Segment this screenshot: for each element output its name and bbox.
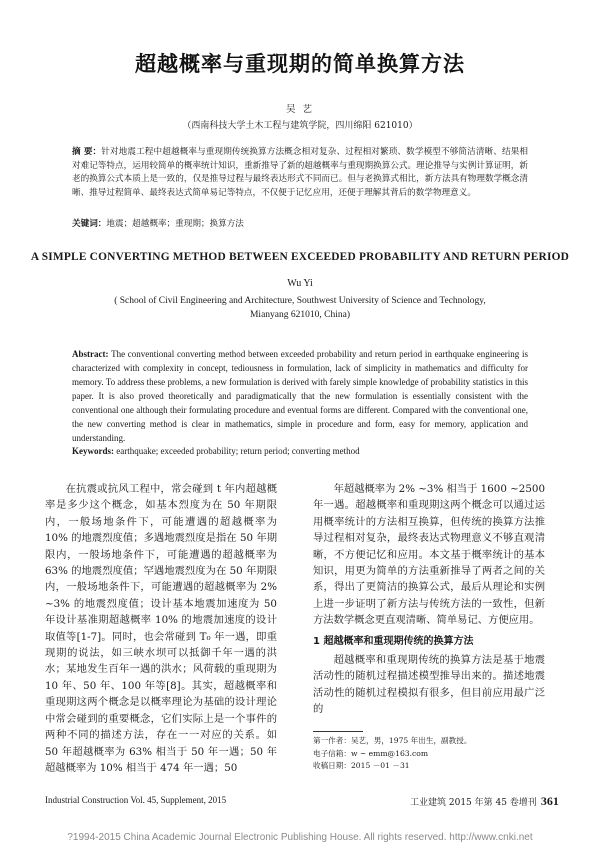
footnote-email: 电子信箱：w ~ emm@163.com [313,748,429,758]
body-left-column [45,481,277,776]
body-right-column [313,481,545,718]
abstract-label: 摘 要： [72,147,102,157]
chinese-keywords [72,218,528,232]
journal-footer: Industrial Construction Vol. 45, Supplement, 2015 [45,795,227,805]
english-affiliation-line2: Mianyang 621010, China) [249,310,350,320]
intro-paragraph-continued: 年超越概率为 2% ~3% 相当于 1600 ~2500 年一遇。超越概率和重现期这两个概念可以通过运用概率统计的方法相互换算，但传统的换算方法推导过程相对复杂，最终表达式物理意义不够直观清晰，不方便记忆和应用。本文基于概率统计的基本知识，用更为简单的方法重新推导了两者之间的关系，得出了更简洁的换算公式，最后从理论和实例上进一步证明了新方法与传统方法的一致性，但新方法数学概念更直观清晰、简单易记、方便应用。 [313,483,545,627]
chinese-abstract [72,146,528,200]
english-abstract-label: Abstract: [72,349,109,359]
section1-paragraph: 超越概率和重现期传统的换算方法是基于地震活动性的随机过程描述模型推导出来的。描述地震活动性的随机过程模拟有很多，但目前应用最广泛的 [313,654,545,716]
english-keywords [72,445,528,459]
english-author: Wu Yi [287,278,313,289]
keywords-text: 地震；超越概率；重现期；换算方法 [106,219,244,229]
author-name: 吴 艺 [285,104,315,115]
english-keywords-text: earthquake; exceeded probability; return period; converting method [114,446,360,456]
english-keywords-label: Keywords: [72,446,114,456]
footnote-divider [313,731,363,732]
author-affiliation: （西南科技大学土木工程与建筑学院，四川绵阳 621010） [182,121,418,131]
english-abstract-text: The conventional converting method between exceeded probability and return period in earthquake engineering is characterized with complexity in concept, tediousness in formulation, lack of simplicity in mathematics and difficulty for memory. To address these problems, a new formulation is derived with farely simple knowledge of probability statistics in this paper. It is also proved theoretically and paradigmatically that the new formulation is essentially consistent with the conventional one although their formulating procedure and eventual forms are different. Compared with the conventional one, the new converting method is clear in mathematics, simple in procedure and form, easy for memory, application and understanding. [72,349,528,443]
copyright-watermark: ?1994-2015 China Academic Journal Electronic Publishing House. All rights reserved. http://www.cnki.net [67,832,533,843]
english-abstract [72,347,528,445]
paper-title: 超越概率与重现期的简单换算方法 [135,51,465,76]
keywords-label: 关键词： [72,219,107,229]
footnotes [313,735,545,773]
abstract-text: 针对地震工程中超越概率与重现期传统换算方法概念相对复杂、过程相对繁琐、数学模型不够简洁清晰、结果相对难记等特点，运用较简单的概率统计知识，重新推导了新的超越概率与重现期换算公式。理论推导与实例计算证明，新老的换算公式本质上是一致的，仅是推导过程与最终表达形式不同而已。但与老换算式相比，新方法具有物理数学概念清晰、推导过程简单、最终表达式简单易记等特点，不仅便于记忆应用，还便于理解其背后的数学物理意义。 [72,147,528,198]
english-affiliation-line1: ( School of Civil Engineering and Architecture, Southwest University of Science and Technology, [114,296,486,306]
section-heading: 1 超越概率和重现期传统的换算方法 [313,635,474,647]
english-title: A SIMPLE CONVERTING METHOD BETWEEN EXCEEDED PROBABILITY AND RETURN PERIOD [30,251,570,263]
english-affiliation [0,294,600,322]
issue-footer [410,794,559,809]
page-number: 361 [540,794,559,808]
footnote-received: 收稿日期：2015 －01 －31 [313,761,410,770]
footnote-author: 第一作者：吴艺，男，1975 年出生，副教授。 [313,736,472,745]
intro-paragraph: 在抗震或抗风工程中，常会碰到 t 年内超越概率是多少这个概念，如基本烈度为在 50 年期限内，一般场地条件下，可能遭遇的超越概率为 10% 的地震烈度值；多遇地震烈度是指在 50 年期限内，一般场地条件下，可能遭遇的超越概率为 63% 的地震烈度值；罕遇地震烈度为在 50 年期限内，一般场地条件下，可能遭遇的超越概率为 2% ~3% 的地震烈度值；设计基本地震加速度为 50 年设计基准期超越概率 10% 的地震加速度的设计取值等[1-7]。同时，也会常碰到 T₀ 年一遇，即重现期的说法，如三峡水坝可以抵御千年一遇的洪水；某地发生百年一遇的洪水；风荷载的重现期为 10 年、50 年、100 年等[8]。其实，超越概率和重现期这两个概念是以概率理论为基础的设计理论中常会碰到的重要概念，它们实际上是一个事件的两种不同的描述方法，存在一一对应的关系。如 50 年超越概率为 63% 相当于 50 年一遇；50 年超越概率为 10% 相当于 474 年一遇；50 [45,483,277,774]
issue-info: 工业建筑 2015 年第 45 卷增刊 [410,798,537,808]
